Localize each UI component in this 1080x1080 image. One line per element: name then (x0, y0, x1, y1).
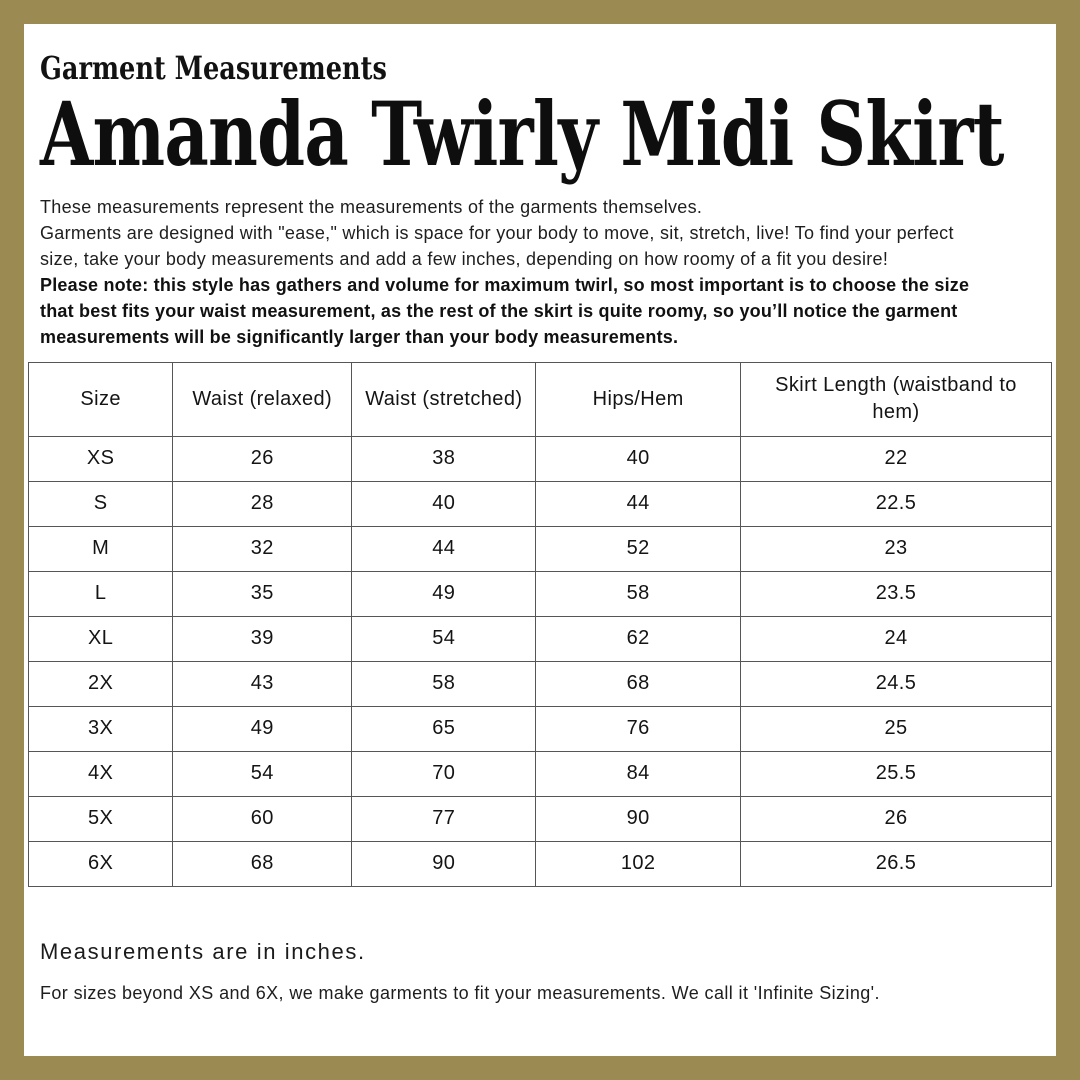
table-row (29, 481, 1052, 526)
table-cell: 44 (352, 526, 536, 571)
table-cell: L (29, 571, 173, 616)
table-cell: 60 (173, 796, 352, 841)
table-cell: 58 (352, 661, 536, 706)
table-cell: 38 (352, 436, 536, 481)
table-cell: 26 (740, 796, 1051, 841)
table-cell: 39 (173, 616, 352, 661)
table-cell: 6X (29, 841, 173, 886)
table-cell: 90 (352, 841, 536, 886)
eyebrow-heading: Garment Measurements (40, 49, 387, 87)
intro-paragraph (40, 194, 992, 350)
table-cell: 68 (536, 661, 741, 706)
size-table-body (29, 436, 1052, 886)
table-cell: 65 (352, 706, 536, 751)
table-row (29, 436, 1052, 481)
page-title: Amanda Twirly Midi Skirt (40, 81, 1004, 186)
table-row (29, 571, 1052, 616)
table-cell: 4X (29, 751, 173, 796)
table-cell: 40 (536, 436, 741, 481)
column-header: Waist (relaxed) (173, 362, 352, 436)
column-header: Size (29, 362, 173, 436)
table-cell: XL (29, 616, 173, 661)
fit-note: Please note: this style has gathers and volume for maximum twirl, so most important is to choose the size that best fits your waist measurement, as the rest of the skirt is quite roomy, so you’ll notice the garment measurements will be significantly larger than your body measurements. (40, 274, 970, 347)
table-cell: 54 (352, 616, 536, 661)
table-cell: 54 (173, 751, 352, 796)
intro-line-2: Garments are designed with "ease," which is space for your body to move, sit, stretch, live! To find your perfect size, take your body measurements and add a few inches, depending on how roomy of a fit you desire! (40, 222, 954, 269)
table-row (29, 841, 1052, 886)
table-row (29, 796, 1052, 841)
column-header: Waist (stretched) (352, 362, 536, 436)
table-cell: 3X (29, 706, 173, 751)
table-cell: 25 (740, 706, 1051, 751)
column-header: Hips/Hem (536, 362, 741, 436)
table-row (29, 526, 1052, 571)
table-cell: 2X (29, 661, 173, 706)
table-cell: 23 (740, 526, 1051, 571)
table-cell: 40 (352, 481, 536, 526)
size-table-header (29, 362, 1052, 436)
intro-line-1: These measurements represent the measurements of the garments themselves. (40, 196, 703, 217)
table-cell: S (29, 481, 173, 526)
table-cell: 49 (352, 571, 536, 616)
table-cell: 52 (536, 526, 741, 571)
table-cell: 58 (536, 571, 741, 616)
size-table (28, 362, 1052, 887)
table-row (29, 661, 1052, 706)
table-cell: 102 (536, 841, 741, 886)
table-cell: 32 (173, 526, 352, 571)
table-cell: 23.5 (740, 571, 1051, 616)
table-cell: 28 (173, 481, 352, 526)
infinite-sizing-note: For sizes beyond XS and 6X, we make garments to fit your measurements. We call it 'Infinite Sizing'. (40, 982, 880, 1003)
table-cell: 22.5 (740, 481, 1051, 526)
table-cell: 44 (536, 481, 741, 526)
table-cell: 76 (536, 706, 741, 751)
table-row (29, 751, 1052, 796)
size-chart-card (24, 24, 1056, 1056)
table-cell: 35 (173, 571, 352, 616)
units-note: Measurements are in inches. (40, 938, 366, 964)
table-cell: 43 (173, 661, 352, 706)
table-cell: 25.5 (740, 751, 1051, 796)
header-row (29, 362, 1052, 436)
table-row (29, 706, 1052, 751)
table-cell: 26.5 (740, 841, 1051, 886)
table-cell: 5X (29, 796, 173, 841)
table-cell: 22 (740, 436, 1051, 481)
table-cell: XS (29, 436, 173, 481)
table-cell: 68 (173, 841, 352, 886)
table-cell: 62 (536, 616, 741, 661)
table-cell: 90 (536, 796, 741, 841)
table-row (29, 616, 1052, 661)
table-cell: 49 (173, 706, 352, 751)
table-cell: 84 (536, 751, 741, 796)
table-cell: 26 (173, 436, 352, 481)
table-cell: 24.5 (740, 661, 1051, 706)
table-cell: M (29, 526, 173, 571)
table-cell: 77 (352, 796, 536, 841)
column-header: Skirt Length (waistband to hem) (740, 362, 1051, 436)
table-cell: 70 (352, 751, 536, 796)
table-cell: 24 (740, 616, 1051, 661)
